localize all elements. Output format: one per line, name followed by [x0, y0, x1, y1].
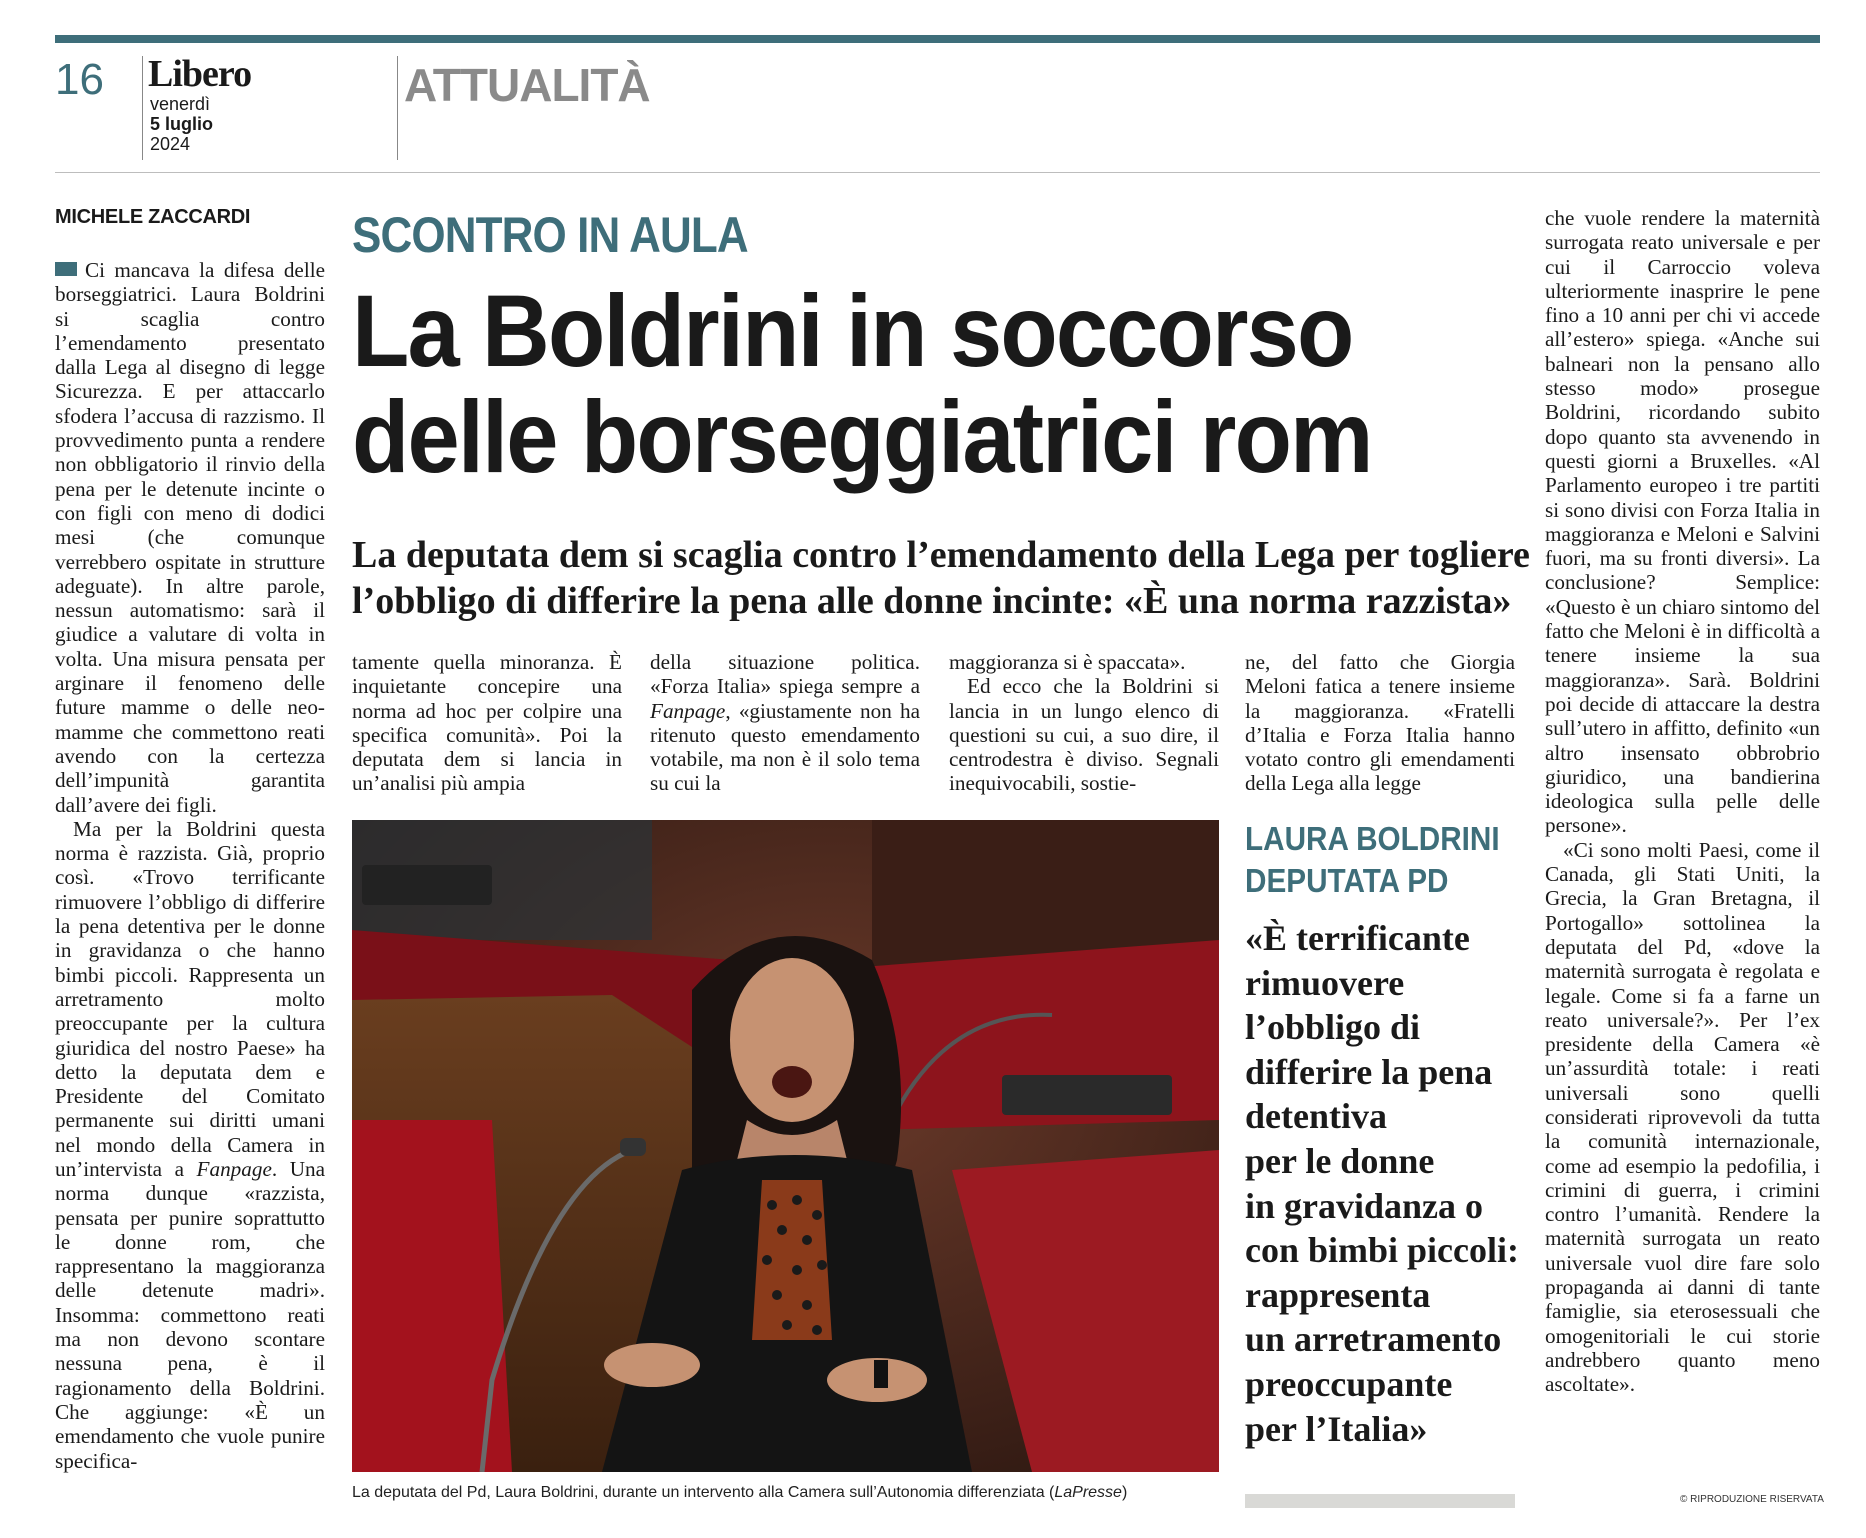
headline — [352, 274, 1372, 494]
headline-line: delle borseggiatrici rom — [352, 380, 1372, 494]
chamber-photo-illustration — [352, 820, 1219, 1472]
paragraph: che vuole rendere la maternità surrogata reato universale e per cui il Carroccio voleva ulteriormente inasprire le pene fino a 10 anni per chi vi accede all’estero» spiega. «Anche sui balneari non la pensano allo stesso modo» prosegue Boldrini, ricordando subito dopo quanto sta avvenendo in questi giorni a Bruxelles. «Al Parlamento europeo i tre partiti si sono divisi con Forza Italia in maggioranza e Meloni e Salvini fuori, ma su fronti diversi». La conclusione? Semplice: «Questo è un chiaro sintomo del fatto che Meloni è in difficoltà a tenere insieme la sua maggioranza». Sarà. Boldrini poi decide di attaccare la destra sull’utero in affitto, definito «un altro insensato obbrobrio giuridico, una bandierina ideologica sulla pelle delle persone». — [1545, 206, 1820, 838]
source-name: Fanpage — [196, 1156, 272, 1181]
quote-line: «È terrificante — [1245, 918, 1470, 958]
quote-line: detentiva — [1245, 1096, 1387, 1137]
paragraph-text: . Una norma dunque «razzista, pensata per punire soprattutto le donne rom, che rappresentano la maggioranza delle detenute madri». Insomma: commettono reati ma non devono scontare nessuna pena, è il ragionamento della Boldrini. Che aggiunge: «È un emendamento che vuole punire specifica- — [55, 1156, 325, 1473]
year: 2024 — [150, 134, 191, 154]
copyright-notice: © RIPRODUZIONE RISERVATA — [1680, 1494, 1824, 1505]
paragraph: tamente quella minoranza. È inquietante concepire una norma ad hoc per colpire una specifica comunità». Poi la deputata dem si lancia in un’analisi più ampia — [352, 650, 622, 796]
quote-line: in gravidanza o — [1245, 1185, 1484, 1226]
kicker: SCONTRO IN AULA — [352, 207, 748, 263]
speaker-role: DEPUTATA PD — [1245, 862, 1449, 899]
photo-credit: LaPresse — [1054, 1484, 1122, 1501]
quote-line: un arretramento — [1245, 1319, 1502, 1360]
article-column-3 — [650, 650, 920, 796]
page-number: 16 — [55, 55, 104, 104]
quote-line: rappresenta — [1245, 1274, 1431, 1315]
paragraph: ne, del fatto che Giorgia Meloni fatica a tenere insieme la maggioranza. «Fratelli d’Italia e Forza Italia hanno votato contro gli emendamenti della Lega alla legge — [1245, 650, 1515, 796]
quote-line: con bimbi piccoli: — [1245, 1230, 1520, 1271]
source-name: Fanpage — [650, 698, 726, 723]
paragraph — [55, 258, 325, 817]
pullquote-bar — [1245, 1494, 1515, 1508]
article-column-1 — [55, 258, 325, 1473]
quote-line: per l’Italia» — [1245, 1408, 1428, 1449]
caption-text: ) — [1121, 1484, 1128, 1501]
paragraph-text: , «giustamente non ha ritenuto questo emendamento votabile, ma non è il solo tema su cui la — [650, 698, 920, 796]
speaker-name: LAURA BOLDRINI — [1245, 820, 1500, 857]
quote-line: preoccupante — [1245, 1363, 1453, 1404]
subheadline: La deputata dem si scaglia contro l’emendamento della Lega per togliere l’obbligo di differire la pena alle donne incinte: «È una norma razzista» — [352, 534, 1530, 622]
article-photo — [352, 820, 1219, 1472]
quote-line: rimuovere — [1245, 962, 1405, 1003]
paragraph — [650, 650, 920, 796]
photo-caption — [352, 1484, 1127, 1502]
paragraph-text: Ma per la Boldrini questa norma è razzista. Già, proprio così. «Trovo terrificante rimuovere l’obbligo di differire la pena detentiva per le donne in gravidanza o che hanno bimbi piccoli. Rappresenta un arretramento molto preoccupante per la cultura giuridica del nostro Paese» ha detto la deputata dem e Presidente del Comitato permanente sui diritti umani nel mondo della Camera in un’intervista a — [55, 816, 325, 1181]
pullquote — [1245, 916, 1519, 1451]
header-rule — [55, 172, 1820, 173]
masthead-divider — [142, 56, 143, 160]
author-byline: MICHELE ZACCARDI — [55, 206, 251, 228]
quote-line: differire la pena — [1245, 1051, 1493, 1092]
article-column-6 — [1545, 206, 1820, 1397]
article-column-4 — [949, 650, 1219, 796]
pullquote-label — [1245, 818, 1500, 902]
quote-line: l’obbligo di — [1245, 1007, 1421, 1048]
paragraph-text: della situazione politica. «Forza Italia» spiega sempre a — [650, 650, 920, 699]
headline-line: La Boldrini in soccorso — [352, 274, 1353, 388]
weekday: venerdì — [150, 94, 211, 114]
paragraph: maggioranza si è spaccata». — [949, 650, 1186, 674]
top-rule — [55, 35, 1820, 43]
paragraph — [55, 817, 325, 1473]
article-column-5 — [1245, 650, 1515, 796]
article-column-2 — [352, 650, 622, 796]
newspaper-logo: Libero — [148, 53, 252, 95]
section-title: ATTUALITÀ — [404, 59, 650, 111]
date: 5 luglio — [150, 114, 213, 134]
caption-text: La deputata del Pd, Laura Boldrini, durante un intervento alla Camera sull’Autonomia differenziata ( — [352, 1484, 1055, 1501]
lead-square-icon — [55, 262, 77, 276]
paragraph-text: Ci mancava la difesa delle borseggiatrici. Laura Boldrini si scaglia contro l’emendamento presentato dalla Lega al disegno di legge Sicurezza. E per attaccarlo sfodera l’accusa di razzismo. Il provvedimento punta a rendere non obbligatorio il rinvio della pena per le detenute incinte o con figli con meno di dodici mesi (che comunque verrebbero ospitate in strutture adeguate). In altre parole, nessun automatismo: sarà il giudice a valutare di volta in volta. Una misura pensata per arginare il fenomeno delle future mamme o delle neo-mamme che commettono reati avendo con la certezza dell’impunità garantita dall’avere dei figli. — [55, 258, 325, 817]
section-divider — [397, 56, 398, 160]
quote-line: per le donne — [1245, 1140, 1435, 1181]
dateline — [150, 94, 213, 154]
paragraph: Ed ecco che la Boldrini si lancia in un lungo elenco di questioni su cui, a suo dire, il centrodestra è diviso. Segnali inequivocabili, sostie- — [949, 674, 1219, 796]
paragraph: «Ci sono molti Paesi, come il Canada, gli Stati Uniti, la Grecia, la Gran Bretagna, il Portogallo» sottolinea la deputata del Pd, «dove la maternità surrogata è regolata e legale. Come si fa a farne un reato universale?». Per l’ex presidente della Camera «è un’assurdità totale: i reati universali sono quelli considerati riprovevoli da tutta la comunità internazionale, come ad esempio la pedofilia, i crimini di guerra, i crimini contro l’umanità. Rendere la maternità surrogata un reato universale vuol dire fare solo propaganda ai danni di tante famiglie, sia eterosessuali che omogenitoriali le cui storie andrebbero quanto meno ascoltate». — [1545, 837, 1820, 1397]
